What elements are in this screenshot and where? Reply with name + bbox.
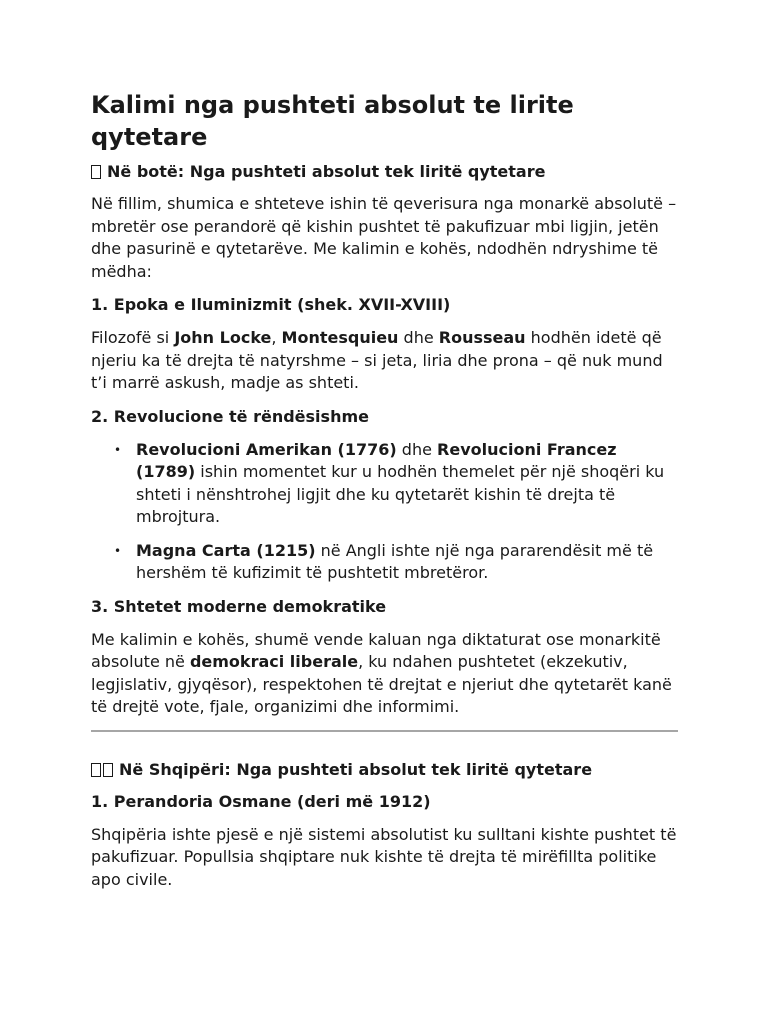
albania-heading bbox=[91, 759, 678, 781]
list-item bbox=[136, 540, 678, 585]
flag-icon-part-1 bbox=[91, 763, 101, 777]
philosopher-montesquieu: Montesquieu bbox=[281, 328, 399, 347]
flag-icon-part-2 bbox=[103, 763, 113, 777]
philosopher-locke: John Locke bbox=[174, 328, 272, 347]
american-revolution: Revolucioni Amerikan (1776) bbox=[136, 439, 397, 459]
text-span: hodhën idetë që njeriu ka të drejta të natyrshme – si jeta, liria dhe prona – që nuk mund t’i marrë askush, madje as shteti. bbox=[91, 328, 663, 392]
revolutions-heading: 2. Revolucione të rëndësishme bbox=[91, 406, 369, 426]
french-revolution: Revolucioni Francez (1789) bbox=[136, 439, 617, 481]
albania-heading-text: Në Shqipëri: Nga pushteti absolut tek liritë qytetare bbox=[119, 759, 593, 779]
text-span: dhe bbox=[398, 328, 439, 347]
world-heading bbox=[91, 161, 678, 183]
world-heading-text: Në botë: Nga pushteti absolut tek liritë qytetare bbox=[107, 162, 546, 181]
section-divider bbox=[91, 730, 678, 732]
world-intro: Në fillim, shumica e shteteve ishin të qeverisura nga monarkë absolutë – mbretër ose perandorë që kishin pushtet të pakufizuar mbi ligjin, jetën dhe pasurinë e qytetarëve. Me kalimin e kohës, ndodhën ndryshime të mëdha: bbox=[91, 194, 677, 281]
enlightenment-heading: 1. Epoka e Iluminizmit (shek. XVII-XVIII) bbox=[91, 295, 451, 314]
enlightenment-paragraph bbox=[91, 327, 678, 395]
magna-carta: Magna Carta (1215) bbox=[136, 540, 316, 560]
document-title: Kalimi nga pushteti absolut te lirite qytetare bbox=[91, 91, 574, 151]
text-span: dhe bbox=[396, 439, 438, 459]
globe-icon bbox=[91, 165, 101, 179]
list-item bbox=[136, 439, 678, 529]
ottoman-paragraph: Shqipëria ishte pjesë e një sistemi absolutist ku sulltani kishte pushtet të pakufizuar. Popullsia shqiptare nuk kishte të drejta të mirëfillta politike apo civile. bbox=[91, 824, 677, 889]
text-span: ishin momentet kur u hodhën themelet për një shoqëri ku shteti i nënshtrohej ligjit dhe ku qytetarët kishin të drejta të mbrojtura. bbox=[136, 462, 665, 526]
modern-states-paragraph bbox=[91, 629, 678, 719]
text-span: Filozofë si bbox=[91, 328, 175, 347]
modern-states-heading: 3. Shtetet moderne demokratike bbox=[91, 596, 387, 616]
liberal-democracy: demokraci liberale bbox=[189, 652, 359, 671]
philosopher-rousseau: Rousseau bbox=[438, 328, 526, 347]
text-span: , bbox=[271, 328, 282, 347]
text-span: , ku ndahen pushtetet (ekzekutiv, legjislativ, gjyqësor), respektohen të drejtat e njeriut dhe qytetarët kanë të drejtë vote, fjale, organizimi dhe informimi. bbox=[91, 652, 672, 716]
ottoman-heading: 1. Perandoria Osmane (deri më 1912) bbox=[91, 791, 431, 811]
text-span: në Angli ishte një nga pararendësit më të hershëm të kufizimit të pushtetit mbretëror. bbox=[136, 540, 654, 582]
revolutions-list bbox=[91, 439, 678, 585]
text-span: Me kalimin e kohës, shumë vende kaluan nga diktaturat ose monarkitë absolute në bbox=[91, 629, 661, 671]
